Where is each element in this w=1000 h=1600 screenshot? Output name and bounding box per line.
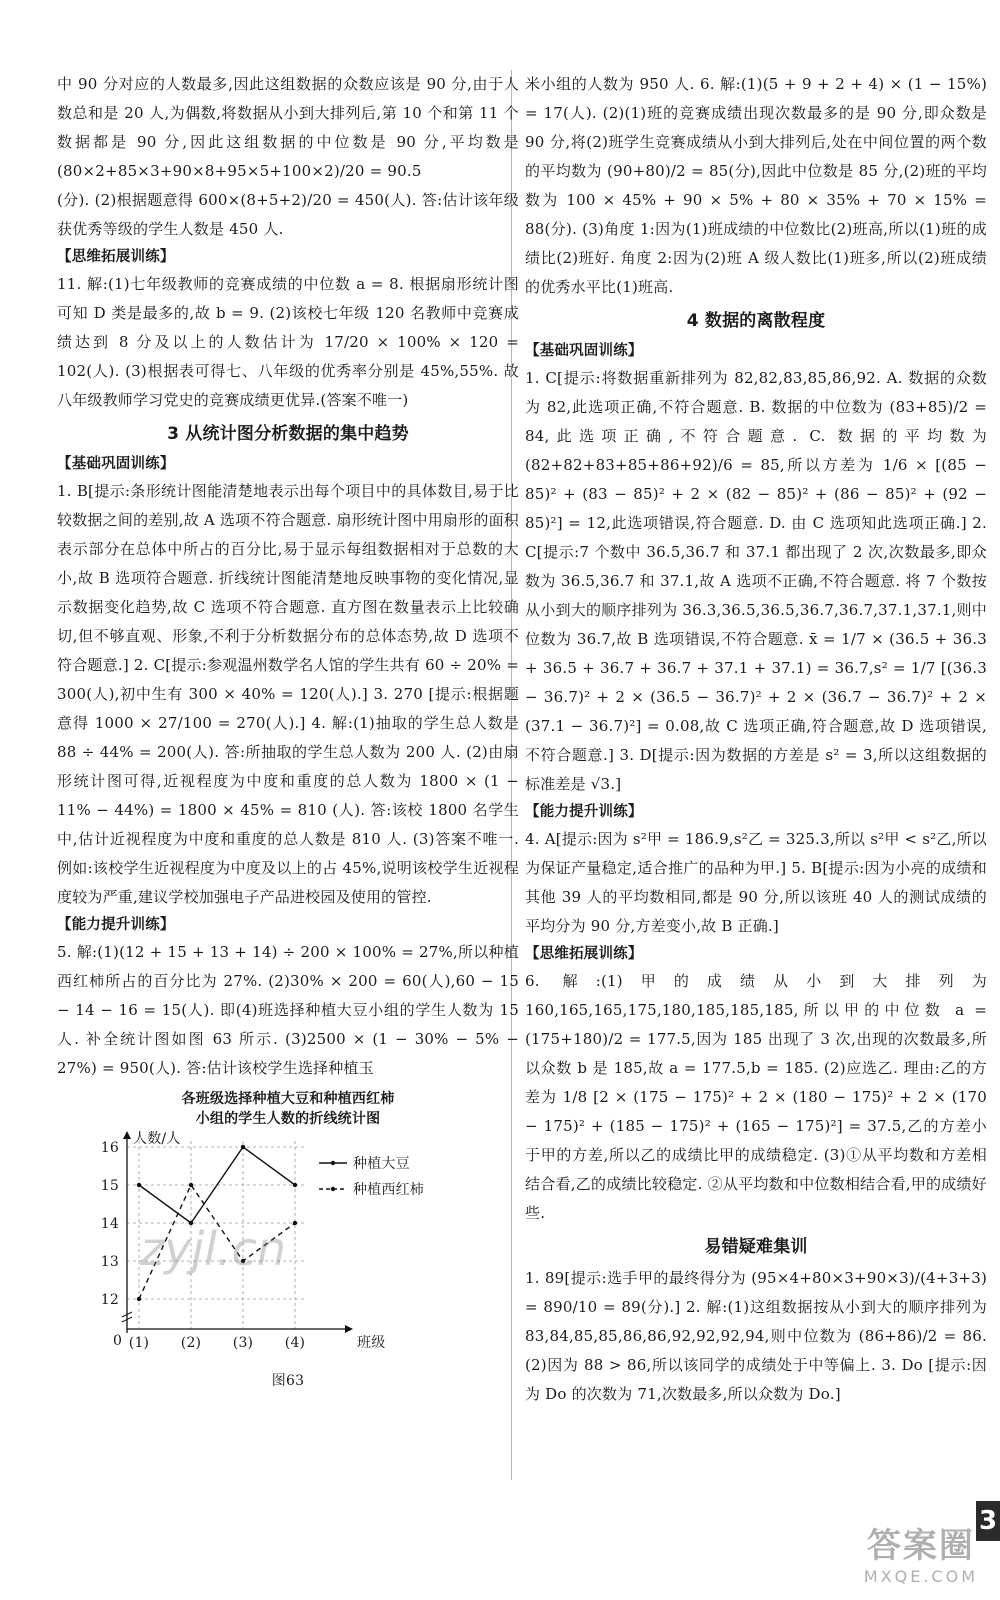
left-column xyxy=(57,70,519,1396)
x-tick-label: (1) xyxy=(128,1335,150,1351)
figure-caption: 图63 xyxy=(271,1373,305,1389)
paragraph: 6. 解:(1)甲的成绩从小到大排列为 160,165,165,175,180,185,185,185,所以甲的中位数 a = (175+180)/2 = 177.5,因为 185 出现了 3 次,出现的次数最多,所以众数 b 是 185,故 a = 177.5,b = 185. (2)应选乙. 理由:乙的方差为 1/8 [2 × (175 − 175)² + 2 × (180 − 175)² + 2 × (170 − 175)² + (185 − 175)² + (165 − 175)²] = 37.5,乙的方差小于甲的方差,所以乙的成绩比甲的成绩稳定. (3)①从平均数和方差相结合看,乙的成绩比较稳定. ②从平均数和中位数相结合看,甲的成绩好些. xyxy=(525,972,987,1222)
paragraph: 1. C[提示:将数据重新排列为 82,82,83,85,86,92. A. 数据的众数为 82,此选项正确,不符合题意. B. 数据的中位数为 (83+85)/2 = 84,此选项正确,不符合题意. C. 数据的平均数为 (82+82+83+85+86+92)/6 = 85,所以方差为 1/6 × [(85 − 85)² + (83 − 85)² + 2 × (82 − 85)² + (86 − 85)² + (92 − 85)²] = 12,此选项错误,符合题意. D. 由 C 选项知此选项正确.] 2. C[提示:7 个数中 36.5,36.7 和 37.1 都出现了 2 次,次数最多,即众数为 36.5,36.7 和 37.1,故 A 选项不正确,不符合题意. 将 7 个数按从小到大的顺序排列为 36.3,36.5,36.5,36.7,36.7,37.1,37.1,则中位数为 36.7,故 B 选项错误,不符合题意. x̄ = 1/7 × (36.5 + 36.3 + 36.5 + 36.7 + 36.7 + 37.1 + 37.1) = 36.7,s² = 1/7 [(36.3 − 36.7)² + 2 × (36.5 − 36.7)² + 2 × (36.7 − 36.7)² + 2 × (37.1 − 36.7)²] = 0.08,故 C 选项正确,符合题意,故 D 选项错误,不符合题意.] 3. D[提示:因为数据的方差是 s² = 3,所以这组数据的标准差是 √3.] xyxy=(525,369,987,793)
paragraph: (分). (2)根据题意得 600×(8+5+2)/20 = 450(人). 答:估计该年级获优秀等级的学生人数是 450 人. xyxy=(57,191,519,238)
corner-logo xyxy=(864,1518,978,1586)
legend-label: 种植大豆 xyxy=(353,1156,410,1172)
corner-logo-text: 答案圈 xyxy=(866,1526,975,1566)
x-tick-label: (2) xyxy=(180,1335,202,1351)
y-axis-arrow xyxy=(123,1131,131,1139)
data-point xyxy=(137,1183,141,1187)
data-point xyxy=(189,1183,193,1187)
paragraph: 4. A[提示:因为 s²甲 = 186.9,s²乙 = 325.3,所以 s²甲 < s²乙,所以为保证产量稳定,适合推广的品种为甲.] 5. B[提示:因为小亮的成绩和其他 39 人的平均数相同,都是 90 分,所以该班 40 人的测试成绩的平均分为 90 分,方差变小,故 B 正确.] xyxy=(525,830,987,935)
y-tick-label: 13 xyxy=(100,1254,119,1270)
paragraph: 11. 解:(1)七年级教师的竞赛成绩的中位数 a = 8. 根据扇形统计图可知 D 类是最多的,故 b = 9. (2)该校七年级 120 名教师中竞赛成绩达到 8 分及以上的人数估计为 17/20 × 100% × 120 = 102(人). (3)根据表可得七、八年级的优秀率分别是 45%,55%. 故八年级教师学习党史的竞赛成绩更优异.(答案不唯一) xyxy=(57,275,519,409)
y-tick-label: 14 xyxy=(100,1216,119,1232)
data-point xyxy=(293,1183,297,1187)
data-point xyxy=(293,1221,297,1225)
subsection-heading: 【基础巩固训练】 xyxy=(525,343,643,359)
legend-label: 种植西红柿 xyxy=(353,1182,424,1198)
section-title: 易错疑难集训 xyxy=(704,1237,808,1257)
x-tick-label: (4) xyxy=(284,1335,306,1351)
line-chart-figure xyxy=(57,1089,519,1396)
paragraph: 1. B[提示:条形统计图能清楚地表示出每个项目中的具体数目,易于比较数据之间的差别,故 A 选项不符合题意. 扇形统计图中用扇形的面积表示部分在总体中所占的百分比,易于显示每组数据相对于总数的大小,故 B 选项符合题意. 折线统计图能清楚地反映事物的变化情况,显示数据变化趋势,故 C 选项不符合题意. 直方图在数量表示上比较确切,但不够直观、形象,不利于分析数据分布的总体态势,故 D 选项不符合题意.] 2. C[提示:参观温州数学名人馆的学生共有 60 ÷ 20% = 300(人),初中生有 300 × 40% = 120(人).] 3. 270 [提示:根据题意得 1000 × 27/100 = 270(人).] 4. 解:(1)抽取的学生总人数是 88 ÷ 44% = 200(人). 答:所抽取的学生总人数为 200 人. (2)由扇形统计图可得,近视程度为中度和重度的总人数为 1800 × (1 − 11% − 44%) = 1800 × 45% = 810 (人). 答:该校 1800 名学生中,估计近视程度为中度和重度的总人数是 810 人. (3)答案不唯一. 例如:该校学生近视程度为中度及以上的占 45%,说明该校学生近视程度较为严重,建议学校加强电子产品进校园及使用的管控. xyxy=(57,482,519,906)
subsection-heading: 【能力提升训练】 xyxy=(57,917,175,933)
chart-title-line2: 小组的学生人数的折线统计图 xyxy=(195,1111,381,1127)
legend-marker xyxy=(331,1187,335,1191)
y-tick-label: 12 xyxy=(100,1292,119,1308)
section-title: 4 数据的离散程度 xyxy=(686,311,826,331)
corner-logo-url: MXQE.COM xyxy=(863,1567,978,1586)
data-point xyxy=(241,1145,245,1149)
y-tick-label: 16 xyxy=(100,1140,119,1156)
chart-title-line1: 各班级选择种植大豆和种植西红柿 xyxy=(181,1091,395,1107)
subsection-heading: 【基础巩固训练】 xyxy=(57,456,175,472)
paragraph: 中 90 分对应的人数最多,因此这组数据的众数应该是 90 分,由于人数总和是 20 人,为偶数,将数据从小到大排列后,第 10 个和第 11 个数据都是 90 分,因此这组数据的中位数是 90 分,平均数是 (80×2+85×3+90×8+95×5+100×2)/20 = 90.5 xyxy=(57,75,519,180)
origin-label: 0 xyxy=(113,1333,123,1349)
watermark-text: zyjl.cn xyxy=(140,1222,286,1276)
x-tick-label: (3) xyxy=(232,1335,254,1351)
x-axis-arrow xyxy=(345,1325,353,1333)
data-point xyxy=(137,1297,141,1301)
paragraph: 米小组的人数为 950 人. 6. 解:(1)(5 + 9 + 2 + 4) × (1 − 15%) = 17(人). (2)(1)班的竞赛成绩出现次数最多的是 90 分,即众数是 90 分,将(2)班学生竞赛成绩从小到大排列后,处在中间位置的两个数的平均数为 (90+80)/2 = 85(分),因此中位数是 85 分,(2)班的平均数为 100 × 45% + 90 × 5% + 80 × 35% + 70 × 15% = 88(分). (3)角度 1:因为(1)班成绩的中位数比(2)班高,所以(1)班的成绩比(2)班好. 角度 2:因为(2)班 A 级人数比(1)班多,所以(2)班成绩的优秀水平比(1)班高. xyxy=(525,75,987,296)
y-tick-label: 15 xyxy=(100,1178,119,1194)
y-axis-label: 人数/人 xyxy=(133,1131,181,1147)
subsection-heading: 【思维拓展训练】 xyxy=(525,946,643,962)
legend-marker xyxy=(331,1161,335,1165)
paragraph: 1. 89[提示:选手甲的最终得分为 (95×4+80×3+90×3)/(4+3+3) = 890/10 = 89(分).] 2. 解:(1)这组数据按从小到大的顺序排列为 83,84,85,85,86,86,92,92,92,94,则中位数为 (86+86)/2 = 86. (2)因为 88 > 86,所以该同学的成绩处于中等偏上. 3. Do [提示:因为 Do 的次数为 71,次数最多,所以众数为 Do.] xyxy=(525,1269,987,1403)
subsection-heading: 【思维拓展训练】 xyxy=(57,249,175,265)
section-title: 3 从统计图分析数据的集中趋势 xyxy=(167,424,409,444)
subsection-heading: 【能力提升训练】 xyxy=(525,804,643,820)
paragraph: 5. 解:(1)(12 + 15 + 13 + 14) ÷ 200 × 100% = 27%,所以种植西红柿所占的百分比为 27%. (2)30% × 200 = 60(人),60 − 15 − 14 − 16 = 15(人). 即(4)班选择种植大豆小组的学生人数为 15 人. 补全统计图如图 63 所示. (3)2500 × (1 − 30% − 5% − 27%) = 950(人). 答:估计该校学生选择种植玉 xyxy=(57,943,519,1077)
right-column xyxy=(525,70,987,1409)
x-axis-label: 班级 xyxy=(357,1335,386,1351)
page-number: 3 xyxy=(976,1501,1000,1541)
